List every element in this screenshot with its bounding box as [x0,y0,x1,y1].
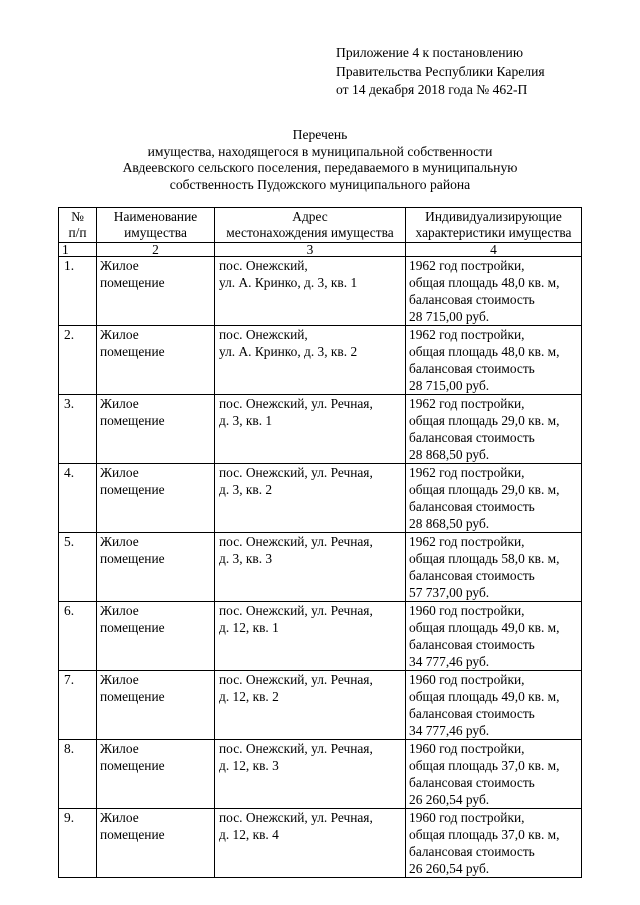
property-characteristics-line: общая площадь 37,0 кв. м, [409,827,560,842]
property-name-line: Жилое [100,741,139,756]
property-characteristics-line: 1962 год постройки, [409,465,525,480]
property-name [97,602,215,671]
property-address [215,740,406,809]
title-line: Перечень [292,127,348,142]
title-line: имущества, находящегося в муниципальной собственности [147,143,493,159]
property-address-line: пос. Онежский, ул. Речная, [219,465,373,480]
property-characteristics-line: 26 260,54 руб. [409,861,490,876]
row-number: 8. [59,740,97,809]
table-row [59,257,582,326]
property-characteristics-line: 26 260,54 руб. [409,792,490,807]
header-line: № [71,209,84,224]
property-characteristics-line: 28 715,00 руб. [409,309,490,324]
header-line: местонахождения имущества [226,225,394,240]
header-number [59,208,97,243]
header-name [97,208,215,243]
property-address [215,326,406,395]
property-address-line: д. 12, кв. 3 [219,758,279,773]
property-characteristics-line: общая площадь 29,0 кв. м, [409,413,560,428]
header-line: Адрес [292,209,328,224]
property-name [97,257,215,326]
column-index: 4 [406,243,582,257]
property-address-line: д. 12, кв. 4 [219,827,279,842]
row-number: 9. [59,809,97,878]
row-number: 7. [59,671,97,740]
property-name-line: помещение [100,620,165,635]
header-line: Наименование [113,209,198,224]
property-characteristics [406,602,582,671]
header-line: имущества [124,225,187,240]
property-characteristics-line: 1960 год постройки, [409,603,525,618]
property-address-line: пос. Онежский, [219,327,308,342]
property-name [97,326,215,395]
property-characteristics-line: 28 868,50 руб. [409,447,490,462]
property-name-line: помещение [100,827,165,842]
property-address-line: пос. Онежский, ул. Речная, [219,534,373,549]
property-name-line: помещение [100,344,165,359]
property-address [215,395,406,464]
column-index: 2 [97,243,215,257]
property-name-line: помещение [100,551,165,566]
property-name-line: Жилое [100,258,139,273]
property-characteristics-line: 28 868,50 руб. [409,516,490,531]
appendix-reference [336,44,626,100]
property-characteristics-line: 34 777,46 руб. [409,654,490,669]
header-line: характеристики имущества [415,225,572,240]
property-characteristics [406,464,582,533]
property-address-line: д. 3, кв. 2 [219,482,273,497]
property-characteristics-line: общая площадь 29,0 кв. м, [409,482,560,497]
property-name [97,395,215,464]
table-row [59,602,582,671]
property-address-line: ул. А. Кринко, д. 3, кв. 2 [219,344,358,359]
property-characteristics-line: балансовая стоимость [409,568,535,583]
header-line: Индивидуализирующие [425,209,562,224]
property-characteristics-line: 34 777,46 руб. [409,723,490,738]
row-number: 2. [59,326,97,395]
property-characteristics [406,395,582,464]
property-characteristics-line: балансовая стоимость [409,706,535,721]
property-characteristics-line: 1962 год постройки, [409,258,525,273]
row-number: 3. [59,395,97,464]
property-name-line: Жилое [100,810,139,825]
row-number: 1. [59,257,97,326]
property-name-line: Жилое [100,534,139,549]
property-characteristics-line: 1960 год постройки, [409,810,525,825]
property-characteristics [406,809,582,878]
property-name-line: помещение [100,689,165,704]
property-characteristics-line: балансовая стоимость [409,844,535,859]
property-characteristics-line: балансовая стоимость [409,430,535,445]
property-name-line: Жилое [100,465,139,480]
header-address [215,208,406,243]
table-body [59,257,582,878]
property-address-line: пос. Онежский, ул. Речная, [219,603,373,618]
property-characteristics-line: балансовая стоимость [409,637,535,652]
property-characteristics-line: балансовая стоимость [409,361,535,376]
property-address [215,533,406,602]
property-name [97,809,215,878]
property-characteristics-line: балансовая стоимость [409,292,535,307]
table-header-row [59,208,582,243]
table-row [59,326,582,395]
title-line: Авдеевского сельского поселения, передаваемого в муниципальную [122,160,518,175]
property-name-line: помещение [100,413,165,428]
title-line: собственность Пудожского муниципального района [169,176,471,192]
table-row [59,809,582,878]
property-characteristics-line: общая площадь 49,0 кв. м, [409,689,560,704]
property-address [215,257,406,326]
property-name-line: Жилое [100,327,139,342]
property-characteristics-line: 57 737,00 руб. [409,585,490,600]
property-address-line: пос. Онежский, ул. Речная, [219,741,373,756]
property-address [215,464,406,533]
property-characteristics-line: общая площадь 49,0 кв. м, [409,620,560,635]
property-address-line: пос. Онежский, ул. Речная, [219,810,373,825]
property-characteristics-line: общая площадь 58,0 кв. м, [409,551,560,566]
property-characteristics [406,533,582,602]
property-characteristics-line: 1960 год постройки, [409,672,525,687]
property-address [215,809,406,878]
header-line: п/п [68,225,87,240]
appendix-line: от 14 декабря 2018 года № 462-П [336,82,528,97]
property-name [97,464,215,533]
property-address-line: пос. Онежский, ул. Речная, [219,672,373,687]
property-characteristics-line: общая площадь 37,0 кв. м, [409,758,560,773]
property-address [215,602,406,671]
table-row [59,464,582,533]
property-address-line: д. 12, кв. 1 [219,620,279,635]
property-address-line: д. 12, кв. 2 [219,689,279,704]
column-index: 1 [59,243,97,257]
property-address [215,671,406,740]
property-name-line: помещение [100,758,165,773]
table-row [59,533,582,602]
header-characteristics [406,208,582,243]
property-name-line: Жилое [100,603,139,618]
property-name [97,740,215,809]
property-address-line: д. 3, кв. 3 [219,551,273,566]
row-number: 4. [59,464,97,533]
property-name [97,671,215,740]
row-number: 6. [59,602,97,671]
property-characteristics-line: 1962 год постройки, [409,327,525,342]
property-characteristics [406,671,582,740]
property-address-line: ул. А. Кринко, д. 3, кв. 1 [219,275,358,290]
table-row [59,740,582,809]
property-name-line: помещение [100,275,165,290]
document-title [0,127,640,193]
appendix-line: Правительства Республики Карелия [336,63,545,79]
column-index-row [59,243,582,257]
row-number: 5. [59,533,97,602]
table-row [59,395,582,464]
property-characteristics [406,257,582,326]
property-characteristics-line: 1962 год постройки, [409,534,525,549]
column-index: 3 [215,243,406,257]
property-characteristics-line: балансовая стоимость [409,775,535,790]
property-characteristics-line: общая площадь 48,0 кв. м, [409,344,560,359]
property-characteristics-line: 1962 год постройки, [409,396,525,411]
property-characteristics [406,740,582,809]
property-address-line: д. 3, кв. 1 [219,413,273,428]
property-name-line: Жилое [100,396,139,411]
property-characteristics-line: общая площадь 48,0 кв. м, [409,275,560,290]
table-row [59,671,582,740]
property-table [58,207,582,878]
property-characteristics-line: 1960 год постройки, [409,741,525,756]
appendix-line: Приложение 4 к постановлению [336,45,523,60]
property-address-line: пос. Онежский, ул. Речная, [219,396,373,411]
property-characteristics [406,326,582,395]
property-name-line: Жилое [100,672,139,687]
property-characteristics-line: балансовая стоимость [409,499,535,514]
property-name [97,533,215,602]
property-characteristics-line: 28 715,00 руб. [409,378,490,393]
property-name-line: помещение [100,482,165,497]
property-address-line: пос. Онежский, [219,258,308,273]
